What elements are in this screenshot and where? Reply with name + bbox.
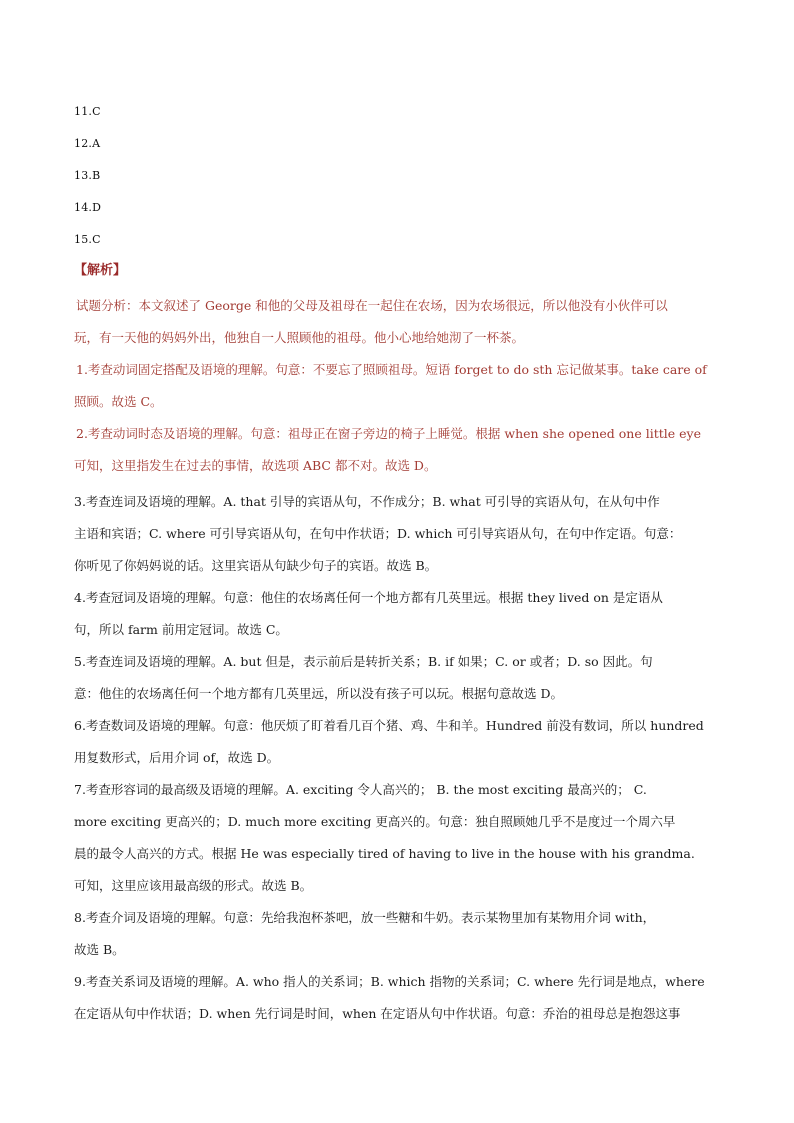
answer-11: 11.C: [74, 105, 101, 118]
explanation-6-line-1: 6.考查数词及语境的理解。句意：他厌烦了盯着看几百个猪、鸡、牛和羊。Hundred 前没有数词，所以 hundred: [74, 718, 704, 733]
explanation-7-line-1: 7.考查形容词的最高级及语境的理解。A. exciting 令人高兴的； B. the most exciting 最高兴的； C.: [74, 782, 647, 797]
explanation-2-line-2: 可知，这里指发生在过去的事情，故选项 ABC 都不对。故选 D。: [74, 458, 437, 473]
explanation-3-line-3: 你听见了你妈妈说的话。这里宾语从句缺少句子的宾语。故选 B。: [74, 558, 438, 573]
analysis-heading: 【解析】: [74, 263, 127, 278]
explanation-7-line-2: more exciting 更高兴的；D. much more exciting 更高兴的。句意：独自照顾她几乎不是度过一个周六早: [74, 814, 676, 829]
explanation-2-line-1: 2.考查动词时态及语境的理解。句意：祖母正在窗子旁边的椅子上睡觉。根据 when she opened one little eye: [76, 426, 701, 441]
answer-13: 13.B: [74, 169, 101, 182]
explanation-7-line-3: 晨的最令人高兴的方式。根据 He was especially tired of having to live in the house with his grandma.: [74, 846, 695, 861]
explanation-8-line-2: 故选 B。: [74, 942, 125, 957]
explanation-9-line-2: 在定语从句中作状语；D. when 先行词是时间，when 在定语从句中作状语。句意：乔治的祖母总是抱怨这事: [74, 1006, 681, 1021]
explanation-3-line-2: 主语和宾语；C. where 可引导宾语从句，在句中作状语；D. which 可引导宾语从句，在句中作定语。句意：: [74, 526, 682, 541]
answer-12: 12.A: [74, 137, 101, 150]
answer-14: 14.D: [74, 201, 102, 214]
explanation-1-line-1: 1.考查动词固定搭配及语境的理解。句意：不要忘了照顾祖母。短语 forget to do sth 忘记做某事。take care of: [76, 362, 707, 377]
explanation-4-line-1: 4.考查冠词及语境的理解。句意：他住的农场离任何一个地方都有几英里远。根据 they lived on 是定语从: [74, 590, 663, 605]
answer-15: 15.C: [74, 233, 101, 246]
explanation-5-line-2: 意：他住的农场离任何一个地方都有几英里远，所以没有孩子可以玩。根据句意故选 D。: [74, 686, 563, 701]
explanation-9-line-1: 9.考查关系词及语境的理解。A. who 指人的关系词；B. which 指物的关系词；C. where 先行词是地点，where: [74, 974, 705, 989]
explanation-1-line-2: 照顾。故选 C。: [74, 394, 163, 409]
explanation-4-line-2: 句，所以 farm 前用定冠词。故选 C。: [74, 622, 288, 637]
analysis-summary-line-1: 试题分析：本文叙述了 George 和他的父母及祖母在一起住在农场，因为农场很远，所以他没有小伙伴可以: [76, 298, 668, 313]
explanation-8-line-1: 8.考查介词及语境的理解。句意：先给我泡杯茶吧，放一些糖和牛奶。表示某物里加有某物用介词 with，: [74, 910, 656, 925]
explanation-6-line-2: 用复数形式，后用介词 of，故选 D。: [74, 750, 280, 765]
analysis-summary-line-2: 玩，有一天他的妈妈外出，他独自一人照顾他的祖母。他小心地给她沏了一杯茶。: [74, 330, 525, 345]
explanation-5-line-1: 5.考查连词及语境的理解。A. but 但是，表示前后是转折关系；B. if 如果；C. or 或者；D. so 因此。句: [74, 654, 653, 669]
explanation-3-line-1: 3.考查连词及语境的理解。A. that 引导的宾语从句，不作成分；B. what 可引导的宾语从句，在从句中作: [74, 494, 660, 509]
explanation-7-line-4: 可知，这里应该用最高级的形式。故选 B。: [74, 878, 313, 893]
